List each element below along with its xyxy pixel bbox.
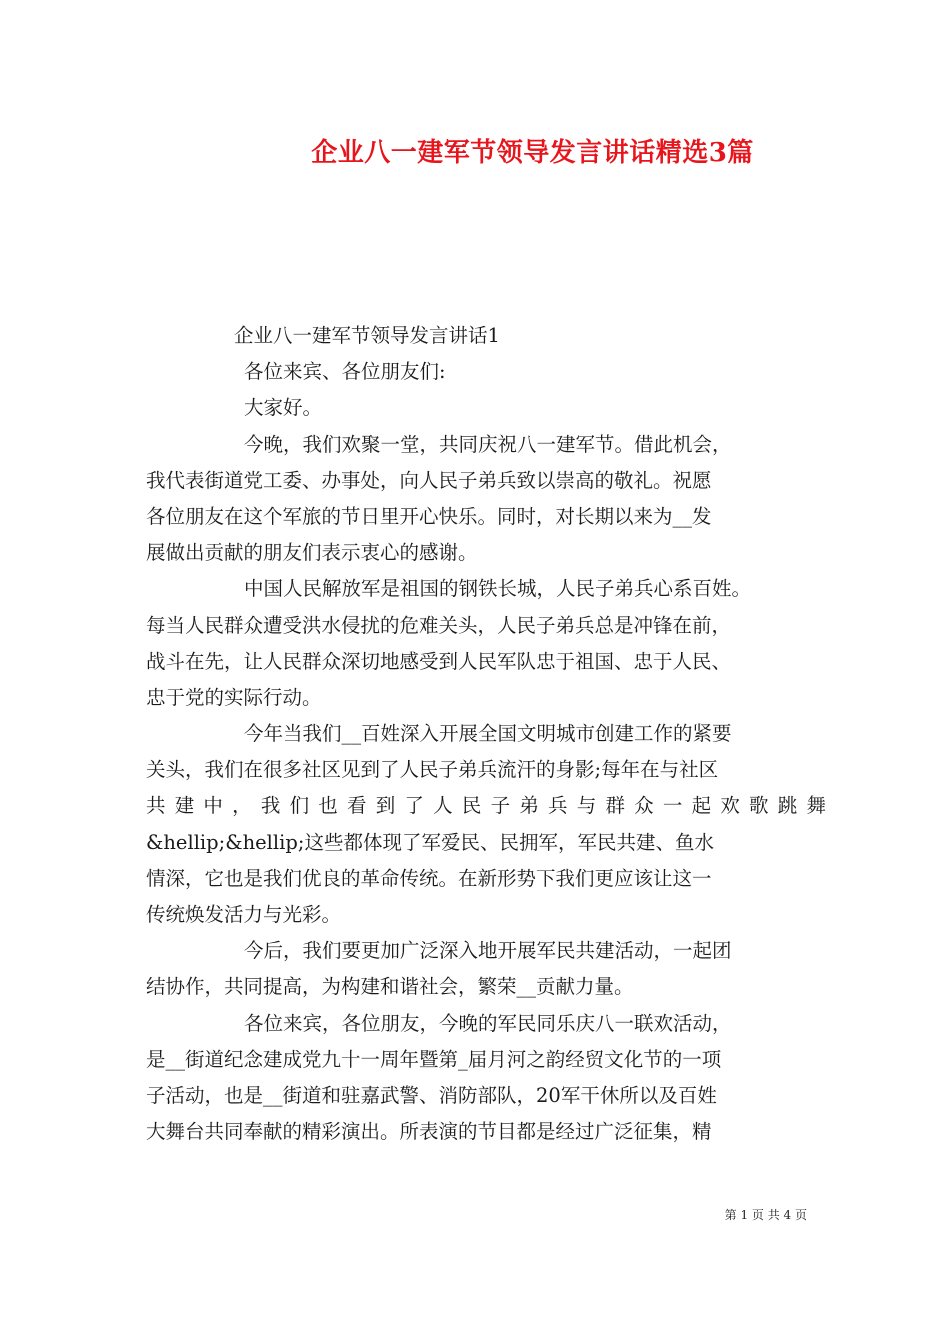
paragraph-line: 战斗在先，让人民群众深切地感受到人民军队忠于祖国、忠于人民、 <box>146 649 732 673</box>
paragraph-line: 我代表街道党工委、办事处，向人民子弟兵致以崇高的敬礼。祝愿 <box>146 468 712 492</box>
document-title: 企业八一建军节领导发言讲话精选3篇 <box>311 138 754 168</box>
paragraph-line: 情深，它也是我们优良的革命传统。在新形势下我们更应该让这一 <box>146 866 712 890</box>
paragraph-line: 各位朋友在这个军旅的节日里开心快乐。同时，对长期以来为__发 <box>146 504 712 528</box>
salutation-line: 各位来宾、各位朋友们: <box>244 360 446 384</box>
section-heading: 企业八一建军节领导发言讲话1 <box>234 324 500 347</box>
paragraph-line: 展做出贡献的朋友们表示衷心的感谢。 <box>146 541 478 565</box>
paragraph-line: 忠于党的实际行动。 <box>146 685 322 709</box>
paragraph-line: &hellip;&hellip;这些都体现了军爱民、民拥军，军民共建、鱼水 <box>146 830 714 854</box>
paragraph-line: 结协作，共同提高，为构建和谐社会，繁荣__贡献力量。 <box>146 975 634 999</box>
paragraph-line: 是__街道纪念建成党九十一周年暨第_届月河之韵经贸文化节的一项 <box>146 1047 722 1071</box>
paragraph-line: 今年当我们__百姓深入开展全国文明城市创建工作的紧要 <box>244 722 732 746</box>
paragraph-line: 今后，我们要更加广泛深入地开展军民共建活动，一起团 <box>244 939 732 963</box>
paragraph-line: 今晚，我们欢聚一堂，共同庆祝八一建军节。借此机会， <box>244 432 732 456</box>
page-number: 第 1 页 共 4 页 <box>724 1208 807 1222</box>
paragraph-line: 中国人民解放军是祖国的钢铁长城，人民子弟兵心系百姓。 <box>244 577 752 601</box>
paragraph-line: 各位来宾，各位朋友，今晚的军民同乐庆八一联欢活动， <box>244 1011 732 1035</box>
paragraph-line: 子活动，也是__街道和驻嘉武警、消防部队，20军干休所以及百姓 <box>146 1083 717 1107</box>
paragraph-line: 大舞台共同奉献的精彩演出。所表演的节目都是经过广泛征集，精 <box>146 1120 712 1144</box>
paragraph-line: 关头，我们在很多社区见到了人民子弟兵流汗的身影;每年在与社区 <box>146 758 719 782</box>
paragraph-line: 每当人民群众遭受洪水侵扰的危难关头，人民子弟兵总是冲锋在前， <box>146 613 732 637</box>
greeting-line: 大家好。 <box>244 396 323 420</box>
document-body <box>146 318 826 1150</box>
paragraph-line: 传统焕发活力与光彩。 <box>146 903 342 926</box>
paragraph-line: 共建中，我们也看到了人民子弟兵与群众一起欢歌跳舞 <box>146 794 826 818</box>
